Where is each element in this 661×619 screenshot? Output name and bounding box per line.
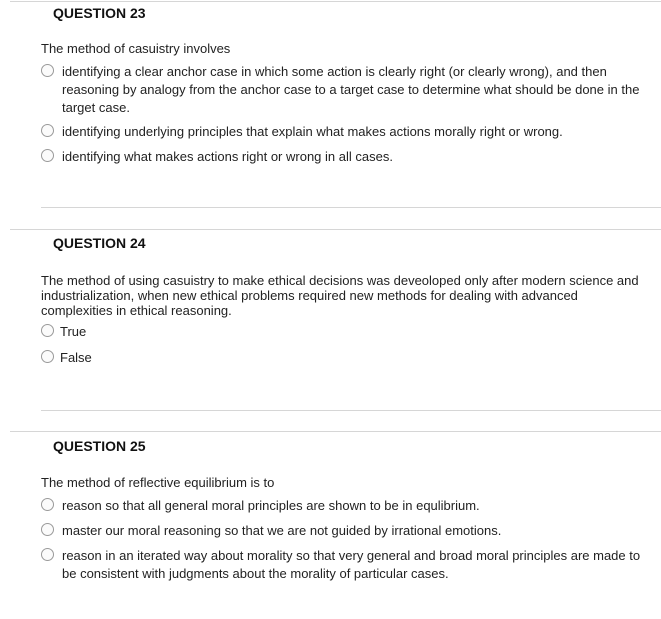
radio-button[interactable] <box>41 149 54 162</box>
radio-button[interactable] <box>41 498 54 511</box>
choice-label: reason so that all general moral principles are shown to be in equlibrium. <box>62 498 480 513</box>
question-23-prompt: The method of casuistry involves <box>41 41 231 56</box>
question-25-choice-2[interactable] <box>41 522 651 540</box>
question-25-header-rule <box>10 431 661 432</box>
choice-label: identifying underlying principles that explain what makes actions morally right or wrong. <box>62 124 563 139</box>
choice-label: False <box>60 350 92 365</box>
question-24-header-rule <box>10 229 661 230</box>
radio-button[interactable] <box>41 64 54 77</box>
question-24-title: QUESTION 24 <box>53 235 146 251</box>
question-25-choice-3[interactable] <box>41 547 651 583</box>
choice-label: reason in an iterated way about morality so that very general and broad moral principles are made to be consistent with judgments about the morality of particular cases. <box>62 548 641 581</box>
choice-label: True <box>60 324 87 339</box>
question-24-divider <box>41 410 661 411</box>
question-24-choice-false[interactable] <box>41 349 651 367</box>
question-25-title: QUESTION 25 <box>53 438 146 454</box>
choice-label: master our moral reasoning so that we are not guided by irrational emotions. <box>62 523 502 538</box>
question-24-choice-true[interactable] <box>41 323 651 341</box>
radio-button[interactable] <box>41 324 54 337</box>
question-23-divider <box>41 207 661 208</box>
radio-button[interactable] <box>41 523 54 536</box>
question-25-prompt: The method of reflective equilibrium is to <box>41 475 275 490</box>
radio-button[interactable] <box>41 124 54 137</box>
choice-label: identifying a clear anchor case in which some action is clearly right (or clearly wrong), and then reasoning by analogy from the anchor case to a target case to determine what should be done in the target case. <box>62 64 640 115</box>
question-23-choice-2[interactable] <box>41 123 651 141</box>
radio-button[interactable] <box>41 350 54 363</box>
top-border <box>10 1 661 2</box>
choice-label: identifying what makes actions right or wrong in all cases. <box>62 149 393 164</box>
radio-button[interactable] <box>41 548 54 561</box>
question-23-title: QUESTION 23 <box>53 5 146 21</box>
question-23-choice-3[interactable] <box>41 148 651 166</box>
question-23-choice-1[interactable] <box>41 63 651 117</box>
question-25-choice-1[interactable] <box>41 497 651 515</box>
question-24-prompt: The method of using casuistry to make ethical decisions was deveoloped only after modern science and industrialization, when new ethical problems required new methods for dealing with advanced complexities in ethical reasoning. <box>41 273 639 318</box>
